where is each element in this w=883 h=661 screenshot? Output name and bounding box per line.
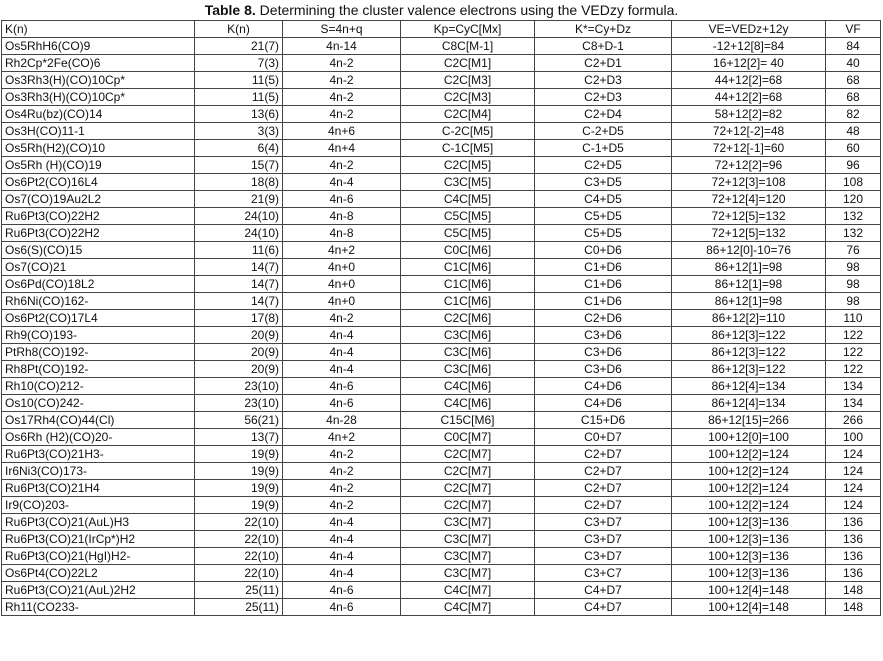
kp-value: C4C[M5]	[401, 191, 535, 208]
table-row	[2, 276, 881, 293]
kstar-value: C3+D6	[535, 344, 672, 361]
vf-value: 136	[826, 548, 881, 565]
series-value: 4n-6	[283, 395, 401, 412]
kp-value: C2C[M7]	[401, 463, 535, 480]
kp-value: C3C[M7]	[401, 531, 535, 548]
k-n-value: 11(6)	[195, 242, 283, 259]
table-row	[2, 242, 881, 259]
kp-value: C2C[M6]	[401, 310, 535, 327]
series-value: 4n-14	[283, 38, 401, 55]
kp-value: C1C[M6]	[401, 276, 535, 293]
ve-value: 100+12[2]=124	[672, 497, 826, 514]
series-value: 4n-6	[283, 378, 401, 395]
cluster-formula: Os17Rh4(CO)44(Cl)	[2, 412, 195, 429]
table-row	[2, 480, 881, 497]
vf-value: 100	[826, 429, 881, 446]
table-row	[2, 582, 881, 599]
series-value: 4n-2	[283, 480, 401, 497]
cluster-formula: Os7(CO)19Au2L2	[2, 191, 195, 208]
ve-value: 72+12[-1]=60	[672, 140, 826, 157]
series-value: 4n-2	[283, 446, 401, 463]
cluster-formula: Os3Rh3(H)(CO)10Cp*	[2, 72, 195, 89]
cluster-formula: Rh8Pt(CO)192-	[2, 361, 195, 378]
ve-value: 86+12[2]=110	[672, 310, 826, 327]
k-n-value: 7(3)	[195, 55, 283, 72]
k-n-value: 11(5)	[195, 89, 283, 106]
ve-value: 44+12[2]=68	[672, 72, 826, 89]
ve-value: 86+12[0]-10=76	[672, 242, 826, 259]
vf-value: 124	[826, 480, 881, 497]
header-series: S=4n+q	[283, 21, 401, 38]
vf-value: 148	[826, 599, 881, 616]
series-value: 4n-2	[283, 55, 401, 72]
table-row	[2, 361, 881, 378]
k-n-value: 14(7)	[195, 293, 283, 310]
k-n-value: 13(7)	[195, 429, 283, 446]
kstar-value: C2+D4	[535, 106, 672, 123]
k-n-value: 15(7)	[195, 157, 283, 174]
cluster-formula: Ru6Pt3(CO)21H4	[2, 480, 195, 497]
cluster-formula: Rh2Cp*2Fe(CO)6	[2, 55, 195, 72]
series-value: 4n-28	[283, 412, 401, 429]
kstar-value: C4+D7	[535, 599, 672, 616]
table-row	[2, 89, 881, 106]
cluster-formula: Ru6Pt3(CO)21H3-	[2, 446, 195, 463]
header-kstar: K*=Cy+Dz	[535, 21, 672, 38]
vf-value: 68	[826, 72, 881, 89]
vf-value: 122	[826, 327, 881, 344]
k-n-value: 17(8)	[195, 310, 283, 327]
kp-value: C15C[M6]	[401, 412, 535, 429]
table-row	[2, 531, 881, 548]
header-vf: VF	[826, 21, 881, 38]
k-n-value: 22(10)	[195, 565, 283, 582]
k-n-value: 22(10)	[195, 531, 283, 548]
ve-value: 86+12[4]=134	[672, 378, 826, 395]
header-ve: VE=VEDz+12y	[672, 21, 826, 38]
cluster-formula: PtRh8(CO)192-	[2, 344, 195, 361]
kp-value: C2C[M5]	[401, 157, 535, 174]
series-value: 4n-4	[283, 531, 401, 548]
kstar-value: C2+D7	[535, 446, 672, 463]
table-row	[2, 548, 881, 565]
k-n-value: 24(10)	[195, 208, 283, 225]
kstar-value: C2+D3	[535, 89, 672, 106]
header-cluster: K(n)	[2, 21, 195, 38]
series-value: 4n-4	[283, 565, 401, 582]
kp-value: C2C[M3]	[401, 72, 535, 89]
vf-value: 76	[826, 242, 881, 259]
kstar-value: C15+D6	[535, 412, 672, 429]
kstar-value: C4+D6	[535, 395, 672, 412]
vf-value: 122	[826, 344, 881, 361]
k-n-value: 18(8)	[195, 174, 283, 191]
kp-value: C3C[M7]	[401, 565, 535, 582]
series-value: 4n-4	[283, 361, 401, 378]
table-body	[2, 38, 881, 616]
k-n-value: 19(9)	[195, 497, 283, 514]
series-value: 4n+0	[283, 276, 401, 293]
cluster-formula: Ru6Pt3(CO)22H2	[2, 225, 195, 242]
series-value: 4n+0	[283, 259, 401, 276]
ve-value: 86+12[1]=98	[672, 276, 826, 293]
vf-value: 124	[826, 463, 881, 480]
series-value: 4n-4	[283, 548, 401, 565]
ve-value: 58+12[2]=82	[672, 106, 826, 123]
kp-value: C4C[M7]	[401, 582, 535, 599]
vf-value: 96	[826, 157, 881, 174]
kstar-value: C3+D7	[535, 514, 672, 531]
k-n-value: 20(9)	[195, 344, 283, 361]
kstar-value: C4+D5	[535, 191, 672, 208]
series-value: 4n-2	[283, 497, 401, 514]
vf-value: 148	[826, 582, 881, 599]
kp-value: C2C[M4]	[401, 106, 535, 123]
kstar-value: C2+D7	[535, 480, 672, 497]
kp-value: C2C[M3]	[401, 89, 535, 106]
series-value: 4n-6	[283, 599, 401, 616]
vf-value: 136	[826, 565, 881, 582]
cluster-formula: Os3H(CO)11-1	[2, 123, 195, 140]
ve-value: 100+12[2]=124	[672, 446, 826, 463]
table-row	[2, 429, 881, 446]
series-value: 4n-2	[283, 310, 401, 327]
ve-value: 44+12[2]=68	[672, 89, 826, 106]
vf-value: 136	[826, 531, 881, 548]
ve-value: 100+12[2]=124	[672, 463, 826, 480]
table-row	[2, 310, 881, 327]
cluster-formula: Os6Pt2(CO)16L4	[2, 174, 195, 191]
k-n-value: 3(3)	[195, 123, 283, 140]
kp-value: C4C[M6]	[401, 395, 535, 412]
k-n-value: 11(5)	[195, 72, 283, 89]
ve-value: 100+12[4]=148	[672, 599, 826, 616]
vf-value: 48	[826, 123, 881, 140]
series-value: 4n-4	[283, 174, 401, 191]
ve-value: 100+12[3]=136	[672, 514, 826, 531]
kstar-value: C1+D6	[535, 259, 672, 276]
series-value: 4n-2	[283, 463, 401, 480]
table-row	[2, 497, 881, 514]
kstar-value: C3+D5	[535, 174, 672, 191]
k-n-value: 56(21)	[195, 412, 283, 429]
kp-value: C3C[M6]	[401, 327, 535, 344]
kstar-value: C2+D3	[535, 72, 672, 89]
caption-text: Determining the cluster valence electrons using the VEDzy formula.	[255, 2, 679, 18]
kstar-value: C3+D7	[535, 531, 672, 548]
kstar-value: C2+D7	[535, 497, 672, 514]
ve-value: 86+12[1]=98	[672, 293, 826, 310]
kstar-value: C3+D6	[535, 327, 672, 344]
k-n-value: 25(11)	[195, 582, 283, 599]
kstar-value: C1+D6	[535, 293, 672, 310]
series-value: 4n-4	[283, 514, 401, 531]
vf-value: 136	[826, 514, 881, 531]
cluster-formula: Os6(S)(CO)15	[2, 242, 195, 259]
k-n-value: 22(10)	[195, 548, 283, 565]
ve-value: 72+12[2]=96	[672, 157, 826, 174]
vf-value: 110	[826, 310, 881, 327]
k-n-value: 22(10)	[195, 514, 283, 531]
series-value: 4n+4	[283, 140, 401, 157]
ve-value: 72+12[3]=108	[672, 174, 826, 191]
series-value: 4n-6	[283, 191, 401, 208]
series-value: 4n-4	[283, 344, 401, 361]
series-value: 4n+2	[283, 242, 401, 259]
k-n-value: 14(7)	[195, 276, 283, 293]
kp-value: C3C[M7]	[401, 514, 535, 531]
table-row	[2, 327, 881, 344]
kp-value: C5C[M5]	[401, 225, 535, 242]
series-value: 4n-2	[283, 72, 401, 89]
series-value: 4n+6	[283, 123, 401, 140]
cluster-formula: Os6Pt2(CO)17L4	[2, 310, 195, 327]
cluster-formula: Rh10(CO)212-	[2, 378, 195, 395]
kp-value: C1C[M6]	[401, 293, 535, 310]
cluster-formula: Rh11(CO233-	[2, 599, 195, 616]
ve-value: 86+12[3]=122	[672, 327, 826, 344]
table-row	[2, 123, 881, 140]
k-n-value: 19(9)	[195, 446, 283, 463]
series-value: 4n+0	[283, 293, 401, 310]
vf-value: 134	[826, 378, 881, 395]
cluster-formula: Os6Pd(CO)18L2	[2, 276, 195, 293]
ve-value: 100+12[0]=100	[672, 429, 826, 446]
kp-value: C0C[M7]	[401, 429, 535, 446]
k-n-value: 19(9)	[195, 463, 283, 480]
ve-value: 86+12[3]=122	[672, 344, 826, 361]
kstar-value: C3+D7	[535, 548, 672, 565]
table-row	[2, 208, 881, 225]
kstar-value: C2+D6	[535, 310, 672, 327]
table-row	[2, 446, 881, 463]
cluster-formula: Os5Rh(H2)(CO)10	[2, 140, 195, 157]
cluster-formula: Ir6Ni3(CO)173-	[2, 463, 195, 480]
table-row	[2, 293, 881, 310]
table-row	[2, 599, 881, 616]
table-row	[2, 463, 881, 480]
header-row	[2, 21, 881, 38]
k-n-value: 21(7)	[195, 38, 283, 55]
kp-value: C2C[M7]	[401, 480, 535, 497]
kp-value: C-2C[M5]	[401, 123, 535, 140]
ve-value: 86+12[1]=98	[672, 259, 826, 276]
k-n-value: 21(9)	[195, 191, 283, 208]
cluster-formula: Os6Pt4(CO)22L2	[2, 565, 195, 582]
series-value: 4n-2	[283, 89, 401, 106]
ve-value: 100+12[3]=136	[672, 531, 826, 548]
ve-value: 100+12[4]=148	[672, 582, 826, 599]
ve-value: 100+12[3]=136	[672, 548, 826, 565]
kstar-value: C0+D7	[535, 429, 672, 446]
table-row	[2, 106, 881, 123]
table-row	[2, 38, 881, 55]
table-row	[2, 514, 881, 531]
ve-value: 86+12[3]=122	[672, 361, 826, 378]
table-row	[2, 140, 881, 157]
kp-value: C2C[M1]	[401, 55, 535, 72]
kp-value: C2C[M7]	[401, 446, 535, 463]
kstar-value: C2+D1	[535, 55, 672, 72]
vf-value: 84	[826, 38, 881, 55]
table-caption	[0, 0, 883, 20]
cluster-formula: Ru6Pt3(CO)21(IrCp*)H2	[2, 531, 195, 548]
vf-value: 108	[826, 174, 881, 191]
k-n-value: 24(10)	[195, 225, 283, 242]
vf-value: 124	[826, 446, 881, 463]
k-n-value: 25(11)	[195, 599, 283, 616]
vf-value: 40	[826, 55, 881, 72]
k-n-value: 19(9)	[195, 480, 283, 497]
k-n-value: 20(9)	[195, 361, 283, 378]
table-row	[2, 191, 881, 208]
table-row	[2, 157, 881, 174]
kstar-value: C3+D6	[535, 361, 672, 378]
series-value: 4n-8	[283, 225, 401, 242]
cluster-formula: Ru6Pt3(CO)22H2	[2, 208, 195, 225]
series-value: 4n-4	[283, 327, 401, 344]
kp-value: C2C[M7]	[401, 497, 535, 514]
cluster-formula: Ru6Pt3(CO)21(AuL)2H2	[2, 582, 195, 599]
ve-value: -12+12[8]=84	[672, 38, 826, 55]
table-row	[2, 412, 881, 429]
kstar-value: C8+D-1	[535, 38, 672, 55]
ve-value: 100+12[2]=124	[672, 480, 826, 497]
cluster-formula: Rh6Ni(CO)162-	[2, 293, 195, 310]
k-n-value: 23(10)	[195, 395, 283, 412]
ve-value: 16+12[2]= 40	[672, 55, 826, 72]
vf-value: 122	[826, 361, 881, 378]
kstar-value: C4+D6	[535, 378, 672, 395]
vf-value: 134	[826, 395, 881, 412]
cluster-formula: Ru6Pt3(CO)21(AuL)H3	[2, 514, 195, 531]
series-value: 4n-2	[283, 157, 401, 174]
vf-value: 120	[826, 191, 881, 208]
table-row	[2, 565, 881, 582]
table-row	[2, 344, 881, 361]
vedzy-table	[1, 20, 881, 616]
kp-value: C3C[M7]	[401, 548, 535, 565]
cluster-formula: Ru6Pt3(CO)21(HgI)H2-	[2, 548, 195, 565]
kstar-value: C0+D6	[535, 242, 672, 259]
vf-value: 124	[826, 497, 881, 514]
cluster-formula: Rh9(CO)193-	[2, 327, 195, 344]
kstar-value: C2+D7	[535, 463, 672, 480]
k-n-value: 20(9)	[195, 327, 283, 344]
series-value: 4n-8	[283, 208, 401, 225]
k-n-value: 14(7)	[195, 259, 283, 276]
vf-value: 82	[826, 106, 881, 123]
kstar-value: C5+D5	[535, 225, 672, 242]
ve-value: 72+12[5]=132	[672, 208, 826, 225]
cluster-formula: Os3Rh3(H)(CO)10Cp*	[2, 89, 195, 106]
vf-value: 132	[826, 208, 881, 225]
ve-value: 72+12[4]=120	[672, 191, 826, 208]
vf-value: 266	[826, 412, 881, 429]
cluster-formula: Os6Rh (H2)(CO)20-	[2, 429, 195, 446]
series-value: 4n-2	[283, 106, 401, 123]
kstar-value: C4+D7	[535, 582, 672, 599]
k-n-value: 6(4)	[195, 140, 283, 157]
vf-value: 98	[826, 259, 881, 276]
kp-value: C8C[M-1]	[401, 38, 535, 55]
table-row	[2, 72, 881, 89]
cluster-formula: Os7(CO)21	[2, 259, 195, 276]
vf-value: 98	[826, 276, 881, 293]
cluster-formula: Os10(CO)242-	[2, 395, 195, 412]
kstar-value: C2+D5	[535, 157, 672, 174]
kstar-value: C1+D6	[535, 276, 672, 293]
ve-value: 72+12[-2]=48	[672, 123, 826, 140]
kp-value: C1C[M6]	[401, 259, 535, 276]
vf-value: 68	[826, 89, 881, 106]
header-kp: Kp=CyC[Mx]	[401, 21, 535, 38]
ve-value: 86+12[4]=134	[672, 395, 826, 412]
kp-value: C4C[M6]	[401, 378, 535, 395]
kp-value: C5C[M5]	[401, 208, 535, 225]
table-row	[2, 55, 881, 72]
series-value: 4n+2	[283, 429, 401, 446]
table-row	[2, 225, 881, 242]
table-label: Table 8.	[204, 2, 256, 18]
k-n-value: 23(10)	[195, 378, 283, 395]
cluster-formula: Ir9(CO)203-	[2, 497, 195, 514]
vf-value: 98	[826, 293, 881, 310]
table-row	[2, 378, 881, 395]
ve-value: 72+12[5]=132	[672, 225, 826, 242]
kp-value: C3C[M6]	[401, 361, 535, 378]
header-k-n: K(n)	[195, 21, 283, 38]
table-row	[2, 259, 881, 276]
kstar-value: C-1+D5	[535, 140, 672, 157]
kp-value: C3C[M5]	[401, 174, 535, 191]
table-row	[2, 174, 881, 191]
kp-value: C4C[M7]	[401, 599, 535, 616]
ve-value: 86+12[15]=266	[672, 412, 826, 429]
k-n-value: 13(6)	[195, 106, 283, 123]
cluster-formula: Os5RhH6(CO)9	[2, 38, 195, 55]
vf-value: 132	[826, 225, 881, 242]
kstar-value: C-2+D5	[535, 123, 672, 140]
vf-value: 60	[826, 140, 881, 157]
kstar-value: C5+D5	[535, 208, 672, 225]
ve-value: 100+12[3]=136	[672, 565, 826, 582]
kp-value: C0C[M6]	[401, 242, 535, 259]
kp-value: C3C[M6]	[401, 344, 535, 361]
series-value: 4n-6	[283, 582, 401, 599]
cluster-formula: Os5Rh (H)(CO)19	[2, 157, 195, 174]
table-row	[2, 395, 881, 412]
kstar-value: C3+C7	[535, 565, 672, 582]
kp-value: C-1C[M5]	[401, 140, 535, 157]
cluster-formula: Os4Ru(bz)(CO)14	[2, 106, 195, 123]
